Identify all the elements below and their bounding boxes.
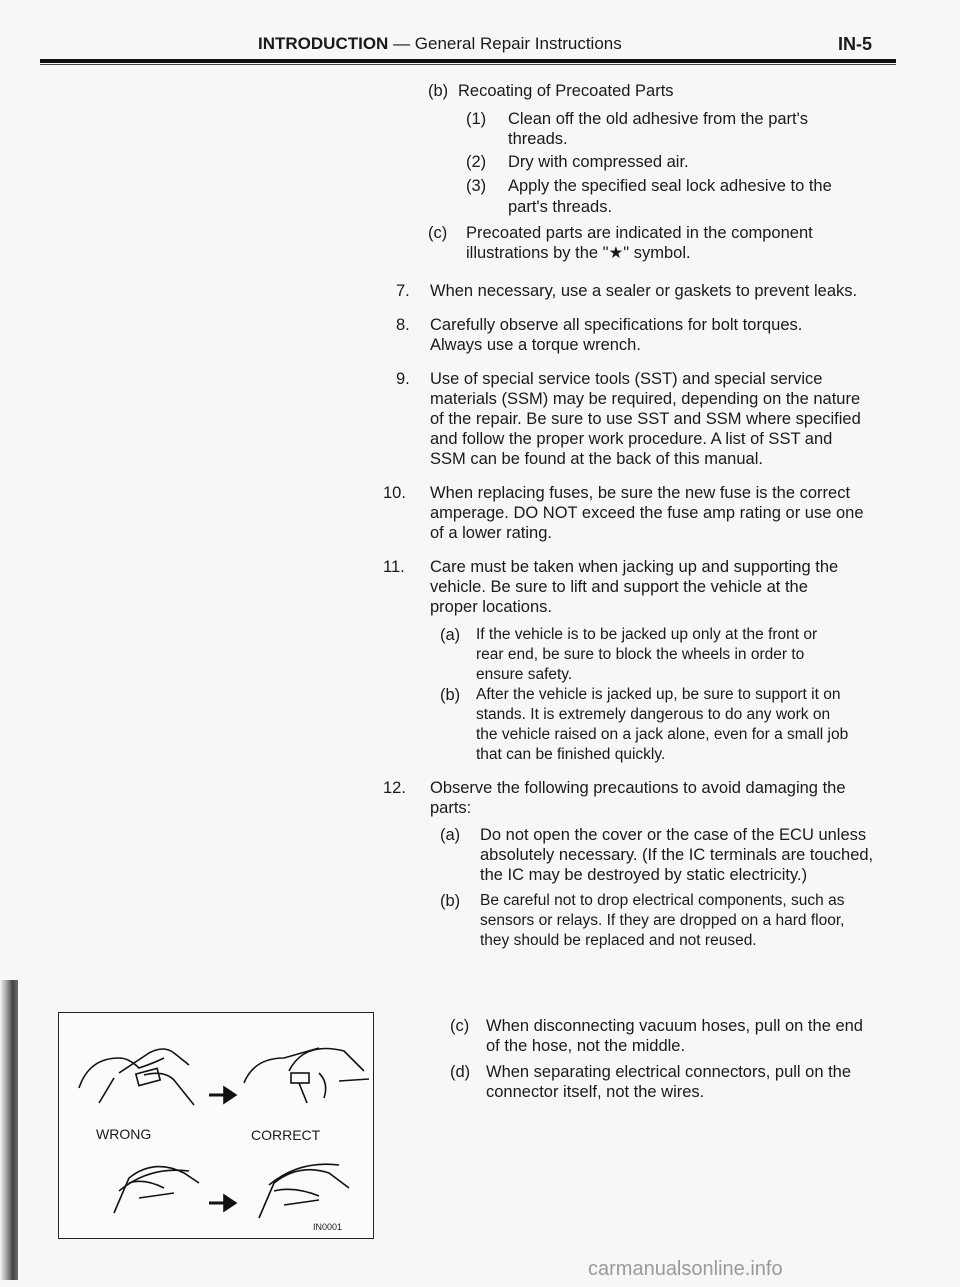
item-10-line1: When replacing fuses, be sure the new fuse is the correct (430, 484, 851, 502)
item-b1-label: (1) (466, 110, 487, 128)
correct-label: CORRECT (251, 1127, 321, 1143)
item-12-line1: Observe the following precautions to avoid damaging the (430, 779, 846, 797)
item-c-label: (c) (428, 224, 448, 242)
item-9-line1: Use of special service tools (SST) and special service (430, 370, 823, 388)
item-12d-line1: When separating electrical connectors, pull on the (486, 1063, 852, 1081)
figure-illustration (58, 1012, 374, 1239)
item-11-line3: proper locations. (430, 598, 552, 616)
header-rule (40, 59, 896, 63)
item-11b-line2: stands. It is extremely dangerous to do any work on (476, 706, 831, 723)
item-11b-line4: that can be finished quickly. (476, 746, 666, 763)
watermark: carmanualsonline.info (588, 1258, 783, 1280)
item-12c-line1: When disconnecting vacuum hoses, pull on the end (486, 1017, 863, 1035)
item-11-line2: vehicle. Be sure to lift and support the vehicle at the (430, 578, 808, 596)
item-12d-label: (d) (450, 1063, 471, 1081)
item-12b-label: (b) (440, 892, 461, 910)
item-9-line4: and follow the proper work procedure. A list of SST and (430, 430, 833, 448)
item-7-label: 7. (396, 282, 410, 300)
item-12-line2: parts: (430, 799, 472, 817)
item-c-line2: illustrations by the "★" symbol. (466, 244, 691, 262)
item-12c-label: (c) (450, 1017, 470, 1035)
item-9-line3: of the repair. Be sure to use SST and SSM where specified (430, 410, 861, 428)
item-9-line5: SSM can be found at the back of this manual. (430, 450, 763, 468)
item-12c-line2: of the hose, not the middle. (486, 1037, 686, 1055)
item-11b-label: (b) (440, 686, 461, 704)
item-10-line3: of a lower rating. (430, 524, 552, 542)
item-11a-line1: If the vehicle is to be jacked up only at the front or (476, 626, 818, 643)
item-b3-line1: Apply the specified seal lock adhesive to the (508, 177, 832, 195)
item-8-line2: Always use a torque wrench. (430, 336, 641, 354)
item-7-text: When necessary, use a sealer or gaskets to prevent leaks. (430, 282, 858, 300)
header-rule-thin (40, 64, 896, 65)
item-b3-label: (3) (466, 177, 487, 195)
item-12a-label: (a) (440, 826, 461, 844)
item-11-label: 11. (383, 558, 405, 576)
item-10-label: 10. (383, 484, 406, 502)
item-b1-line2: threads. (508, 130, 568, 148)
item-b-title: Recoating of Precoated Parts (458, 82, 674, 100)
item-12b-line3: they should be replaced and not reused. (480, 932, 757, 949)
item-b-label: (b) (428, 82, 449, 100)
header-title (258, 34, 622, 54)
item-12a-line3: the IC may be destroyed by static electricity.) (480, 866, 808, 884)
item-12d-line2: connector itself, not the wires. (486, 1083, 705, 1101)
item-b2-text: Dry with compressed air. (508, 153, 689, 171)
item-12a-line1: Do not open the cover or the case of the ECU unless (480, 826, 867, 844)
item-11a-label: (a) (440, 626, 461, 644)
item-b3-line2: part's threads. (508, 198, 613, 216)
header-separator: — (393, 34, 411, 53)
item-12-label: 12. (383, 779, 406, 797)
item-12b-line2: sensors or relays. If they are dropped on a hard floor, (480, 912, 845, 929)
header-subtitle: General Repair Instructions (414, 34, 622, 53)
item-c-line1: Precoated parts are indicated in the component (466, 224, 813, 242)
item-9-label: 9. (396, 370, 410, 388)
item-b2-label: (2) (466, 153, 487, 171)
item-b1-line1: Clean off the old adhesive from the part's (508, 110, 809, 128)
item-8-line1: Carefully observe all specifications for bolt torques. (430, 316, 803, 334)
item-8-label: 8. (396, 316, 410, 334)
item-11b-line1: After the vehicle is jacked up, be sure to support it on (476, 686, 841, 703)
item-10-line2: amperage. DO NOT exceed the fuse amp rating or use one (430, 504, 864, 522)
page-number: IN-5 (838, 34, 873, 54)
item-9-line2: materials (SSM) may be required, depending on the nature (430, 390, 861, 408)
item-12b-line1: Be careful not to drop electrical components, such as (480, 892, 845, 909)
item-11a-line2: rear end, be sure to block the wheels in order to (476, 646, 805, 663)
item-11a-line3: ensure safety. (476, 666, 573, 683)
item-11b-line3: the vehicle raised on a jack alone, even for a small job (476, 726, 849, 743)
item-12a-line2: absolutely necessary. (If the IC terminals are touched, (480, 846, 874, 864)
item-11-line1: Care must be taken when jacking up and supporting the (430, 558, 839, 576)
wrong-label: WRONG (96, 1126, 152, 1142)
figure-id: IN0001 (313, 1222, 343, 1232)
header-section: INTRODUCTION (258, 34, 389, 53)
binding-edge (0, 980, 18, 1280)
